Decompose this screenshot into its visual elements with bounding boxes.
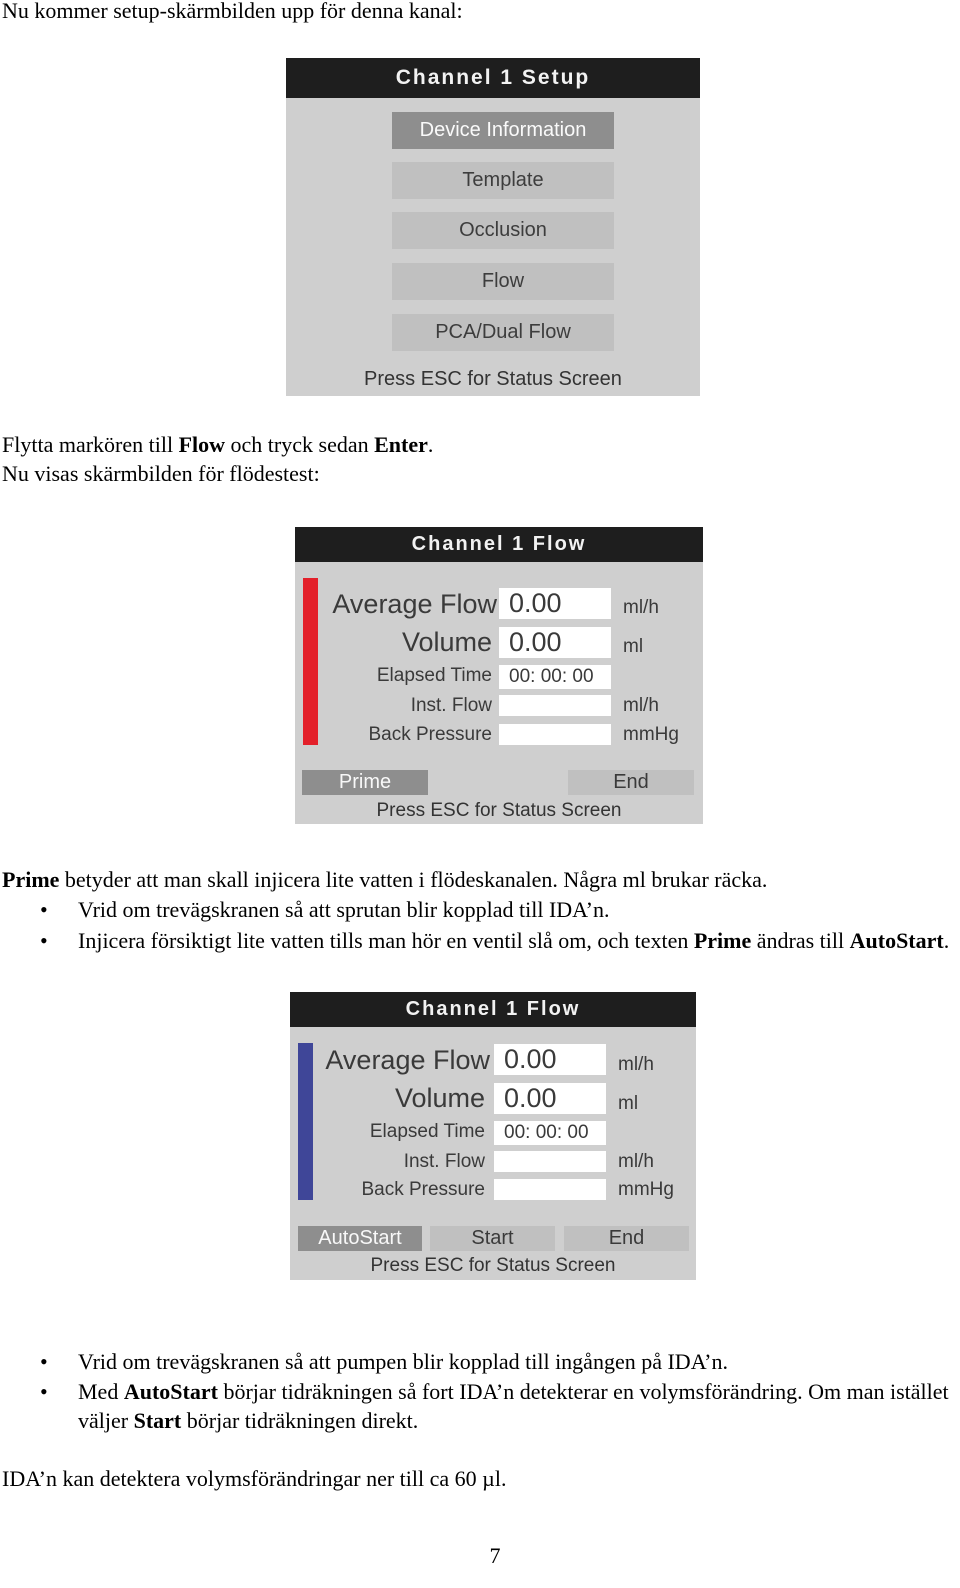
autostart-button[interactable]: AutoStart [298, 1226, 422, 1251]
menu-flow[interactable]: Flow [392, 263, 614, 300]
status-bar-red [303, 578, 318, 745]
label-inst-flow: Inst. Flow [403, 1151, 485, 1172]
end-button[interactable]: End [568, 770, 694, 795]
prime-description: Prime betyder att man skall injicera lite vatten i flödeskanalen. Några ml brukar räcka. [2, 867, 768, 892]
bullet-inject-water: Injicera försiktigt lite vatten tills man hör en ventil slå om, och texten Prime ändras till AutoStart. [78, 928, 950, 953]
bullet-marker: • [40, 928, 48, 953]
menu-device-information[interactable]: Device Information [392, 112, 614, 149]
unit-back-pressure: mmHg [618, 1179, 674, 1200]
bullet-turn-valve-pump: Vrid om trevägskranen så att pumpen blir kopplad till ingången på IDA’n. [78, 1349, 728, 1374]
unit-average-flow: ml/h [623, 597, 659, 618]
prime-button[interactable]: Prime [302, 770, 428, 795]
unit-volume: ml [623, 636, 644, 657]
bullet-marker: • [40, 897, 48, 922]
menu-template[interactable]: Template [392, 162, 614, 199]
detection-limit-text: IDA’n kan detektera volymsförändringar ner till ca 60 µl. [2, 1466, 507, 1491]
setup-screen-title: Channel 1 Setup [286, 58, 700, 98]
channel-flow-screen-autostart [290, 992, 696, 1280]
bullet-autostart-info: Med AutoStart börjar tidräkningen så fort IDA’n detekterar en volymsförändring. Om man istället väljer Start börjar tidräkningen direkt. [78, 1379, 949, 1433]
channel-setup-screen [286, 58, 700, 396]
unit-inst-flow: ml/h [623, 695, 659, 716]
value-inst-flow [494, 1151, 606, 1172]
intro-text: Nu kommer setup-skärmbilden upp för denna kanal: [2, 0, 463, 23]
esc-hint: Press ESC for Status Screen [370, 1255, 616, 1276]
page-number: 7 [489, 1543, 501, 1568]
label-elapsed-time: Elapsed Time [369, 1121, 485, 1142]
flow-screen-title: Channel 1 Flow [295, 527, 703, 562]
value-back-pressure [494, 1179, 606, 1200]
esc-hint: Press ESC for Status Screen [364, 368, 622, 390]
unit-inst-flow: ml/h [618, 1151, 654, 1172]
end-button[interactable]: End [564, 1226, 689, 1251]
bullet-marker: • [40, 1349, 48, 1374]
value-volume: 0.00 [499, 627, 611, 658]
flow-screen-title: Channel 1 Flow [290, 992, 696, 1027]
label-inst-flow: Inst. Flow [410, 695, 492, 716]
label-elapsed-time: Elapsed Time [376, 665, 492, 686]
value-volume: 0.00 [494, 1083, 606, 1114]
value-back-pressure [499, 724, 611, 745]
start-button[interactable]: Start [430, 1226, 555, 1251]
instruction-move-cursor: Flytta markören till Flow och tryck sedan Enter. [2, 432, 434, 457]
value-average-flow: 0.00 [494, 1044, 606, 1075]
label-back-pressure: Back Pressure [361, 1179, 485, 1200]
bullet-turn-valve-syringe: Vrid om trevägskranen så att sprutan blir kopplad till IDA’n. [78, 897, 610, 922]
menu-occlusion[interactable]: Occlusion [392, 212, 614, 249]
unit-volume: ml [618, 1093, 639, 1114]
menu-pca-dual-flow[interactable]: PCA/Dual Flow [392, 314, 614, 351]
label-average-flow: Average Flow [332, 589, 497, 619]
value-inst-flow [499, 695, 611, 716]
channel-flow-screen-prime [295, 527, 703, 824]
value-average-flow: 0.00 [499, 588, 611, 619]
status-bar-blue [298, 1043, 313, 1200]
esc-hint: Press ESC for Status Screen [376, 800, 622, 821]
label-back-pressure: Back Pressure [368, 724, 492, 745]
unit-back-pressure: mmHg [623, 724, 679, 745]
bullet-marker: • [40, 1379, 48, 1404]
instruction-flow-test: Nu visas skärmbilden för flödestest: [2, 461, 320, 486]
label-volume: Volume [401, 627, 492, 657]
label-volume: Volume [394, 1083, 485, 1113]
unit-average-flow: ml/h [618, 1054, 654, 1075]
label-average-flow: Average Flow [325, 1045, 490, 1075]
value-elapsed-time: 00: 00: 00 [494, 1121, 606, 1145]
value-elapsed-time: 00: 00: 00 [499, 665, 611, 689]
